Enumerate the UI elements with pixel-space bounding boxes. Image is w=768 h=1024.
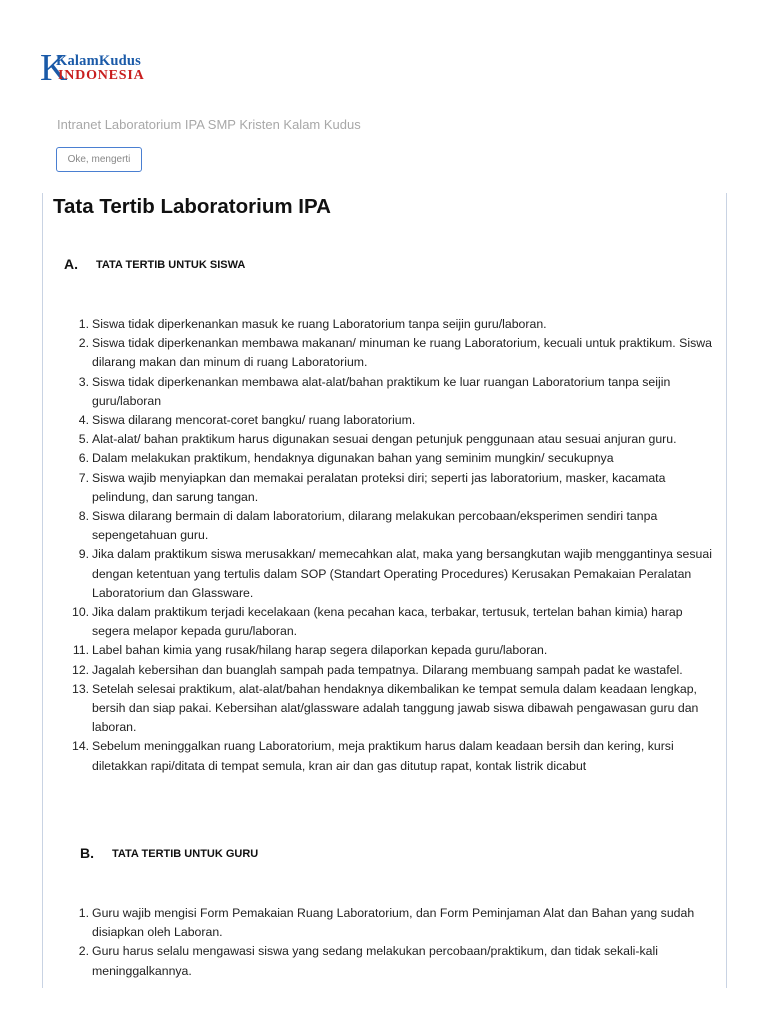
list-item-text: Siswa tidak diperkenankan masuk ke ruang Laboratorium tanpa seijin guru/laboran. — [92, 317, 547, 331]
content-border-right — [726, 193, 727, 988]
list-item-text: Guru wajib mengisi Form Pemakaian Ruang Laboratorium, dan Form Peminjaman Alat dan Bahan yang sudah disiapkan oleh Laboran. — [92, 906, 695, 940]
list-item-text: Jagalah kebersihan dan buanglah sampah pada tempatnya. Dilarang membuang sampah padat ke wastafel. — [92, 662, 683, 677]
list-item-text: Siswa dilarang mencorat-coret bangku/ ruang laboratorium. — [92, 413, 416, 428]
list-item-number: 11. — [72, 643, 89, 658]
section-a-letter: A. — [64, 256, 78, 272]
content-border-left — [42, 193, 43, 988]
list-item-number: 1. — [78, 317, 89, 331]
list-item-number: 12. — [72, 662, 90, 677]
list-item-number: 9. — [78, 547, 89, 562]
list-item — [72, 942, 722, 980]
kalamkudus-logo — [40, 47, 200, 90]
list-item-number: 7. — [78, 470, 89, 485]
list-item-text: Jika dalam praktikum siswa merusakkan/ memecahkan alat, maka yang bersangkutan wajib menggantinya sesuai dengan ketentuan yang tertulis dalam SOP (Standart Operating Procedures) Kerusakan Pemakaian Peralatan Laboratorium dan Glassware. — [92, 547, 712, 600]
list-item — [72, 315, 722, 334]
list-item-number: 5. — [78, 432, 89, 447]
list-item — [72, 430, 722, 449]
section-a-title: TATA TERTIB UNTUK SISWA — [96, 259, 246, 271]
list-item-text: Dalam melakukan praktikum, hendaknya digunakan bahan yang seminim mungkin/ secukupnya — [92, 451, 614, 466]
list-item-number: 4. — [78, 413, 89, 428]
list-item — [72, 641, 722, 660]
list-item-number: 3. — [78, 374, 89, 389]
list-item-text: Siswa tidak diperkenankan membawa alat-alat/bahan praktikum ke luar ruangan Laboratorium tanpa seijin guru/laboran — [92, 374, 671, 408]
list-item-text: Siswa wajib menyiapkan dan memakai peralatan proteksi diri; seperti jas laboratorium, masker, kacamata pelindung, dan sarung tangan. — [92, 470, 666, 504]
list-item — [72, 545, 722, 603]
list-item-number: 14. — [72, 739, 90, 754]
logo-line-1: KalamKudus — [56, 53, 141, 69]
list-item-text: Alat-alat/ bahan praktikum harus digunakan sesuai dengan petunjuk penggunaan atau sesuai anjuran guru. — [92, 432, 677, 447]
list-item — [72, 411, 722, 430]
teacher-rules-list — [72, 904, 722, 981]
list-item — [72, 661, 722, 680]
list-item-text: Sebelum meninggalkan ruang Laboratorium, meja praktikum harus dalam keadaan bersih dan kering, kursi diletakkan rapi/ditata di tempat semula, kran air dan gas ditutup rapat, kontak listrik dicabut — [92, 739, 674, 773]
student-rules-list — [72, 315, 722, 776]
list-item-number: 6. — [78, 451, 89, 466]
logo-line-2: INDONESIA — [58, 68, 145, 83]
list-item — [72, 603, 722, 641]
section-b-letter: B. — [80, 845, 94, 861]
list-item — [72, 373, 722, 411]
list-item — [72, 904, 722, 942]
site-subtitle: Intranet Laboratorium IPA SMP Kristen Kalam Kudus — [57, 117, 361, 132]
list-item-number: 2. — [78, 336, 89, 351]
list-item-number: 8. — [78, 509, 89, 524]
page-title: Tata Tertib Laboratorium IPA — [53, 195, 331, 218]
list-item-text: Siswa dilarang bermain di dalam laboratorium, dilarang melakukan percobaan/eksperimen sendiri tanpa sepengetahuan guru. — [92, 509, 658, 543]
list-item — [72, 449, 722, 468]
list-item — [72, 680, 722, 738]
ok-button[interactable]: Oke, mengerti — [56, 147, 142, 172]
list-item-number: 1. — [78, 906, 89, 920]
list-item-number: 10. — [72, 605, 90, 620]
list-item-text: Siswa tidak diperkenankan membawa makanan/ minuman ke ruang Laboratorium, kecuali untuk praktikum. Siswa dilarang makan dan minum di ruang Laboratorium. — [92, 336, 712, 370]
list-item — [72, 507, 722, 545]
logo-initial: K — [40, 47, 68, 89]
list-item-text: Setelah selesai praktikum, alat-alat/bahan hendaknya dikembalikan ke tempat semula dalam keadaan lengkap, bersih dan siap pakai. Kebersihan alat/glassware adalah tanggung jawab siswa dibawah pengawasan guru dan laboran. — [92, 681, 699, 735]
list-item-number: 2. — [78, 944, 89, 959]
list-item-text: Label bahan kimia yang rusak/hilang harap segera dilaporkan kepada guru/laboran. — [92, 643, 548, 658]
list-item-number: 13. — [72, 681, 90, 696]
list-item — [72, 737, 722, 775]
section-b-title: TATA TERTIB UNTUK GURU — [112, 848, 259, 860]
list-item-text: Jika dalam praktikum terjadi kecelakaan (kena pecahan kaca, terbakar, tertusuk, tertelan bahan kimia) harap segera melapor kepada guru/laboran. — [92, 605, 683, 639]
list-item — [72, 469, 722, 507]
list-item-text: Guru harus selalu mengawasi siswa yang sedang melakukan percobaan/praktikum, dan tidak sekali-kali meninggalkannya. — [92, 944, 658, 978]
list-item — [72, 334, 722, 372]
